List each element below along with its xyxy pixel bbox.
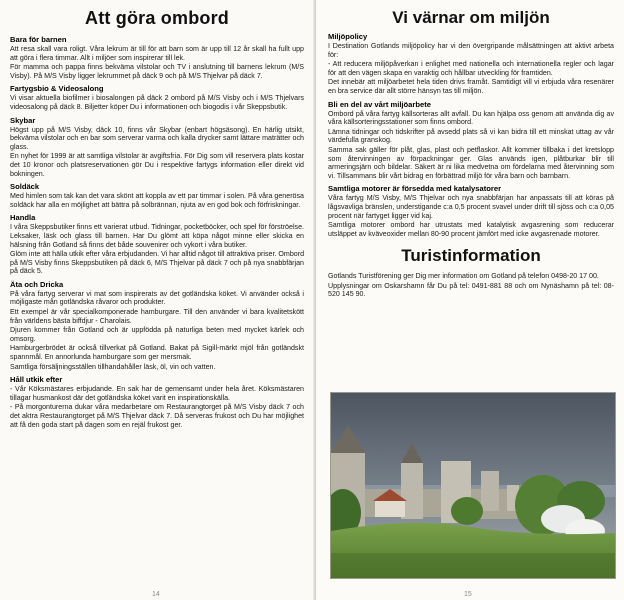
paragraph: Våra fartyg M/S Visby, M/S Thjelvar och nya snabbfärjan har anpassats till att köras på lågsvavliga bränslen, understigande c:a 0,5 procent svavel under drift till sjöss och c:a 0,05 procent när fartyget ligger vid kaj. bbox=[328, 194, 614, 220]
paragraph: Hamburgerbrödet är också tillverkat på Gotland. Bakat på Sigill-märkt mjöl från gotländskt spannmål. En annorlunda hamburgare som ger mersmak. bbox=[10, 344, 304, 362]
paragraph: Med himlen som tak kan det vara skönt att koppla av ett par timmar i solen. På våra generösa soldäck har alla en möjlighet att bättra på solbrännan, njuta av en god bok och förfriskningar. bbox=[10, 192, 304, 209]
section-heading: Skybar bbox=[10, 115, 36, 125]
paragraph: Vi visar aktuella biofilmer i biosalongen på däck 2 ombord på M/S Visby och i M/S Thjelvars videosalong på däck 8. Biljetter köper Du i informationen och biogodis i vår Skeppsbutik. bbox=[10, 94, 304, 111]
section-heading: Bli en del av vårt miljöarbete bbox=[328, 99, 431, 109]
paragraph: Det innebär att miljöarbetet hela tiden drivs framåt. Samtidigt vill vi erbjuda våra resenärer en bra service där allt större hänsyn tas till miljön. bbox=[328, 78, 614, 95]
paragraph: Högst upp på M/S Visby, däck 10, finns vår Skybar (enbart högsäsong). En härlig utsikt, bekväma vilstolar och en bar som serverar varma och kalla drycker samt lättare maträtter och glass. bbox=[10, 125, 304, 151]
section-heading: Handla bbox=[10, 213, 36, 223]
paragraph: Upplysningar om Oskarshamn får Du på tel: 0491-881 88 och om Nynäshamn på tel: 08-520 145 90. bbox=[328, 281, 614, 299]
paragraph: Ombord på våra fartyg källsorteras allt avfall. Du kan hjälpa oss genom att använda dig av våra källsorteringsstationer som finns ombord. bbox=[328, 109, 614, 127]
paragraph: Samtliga försäljningsställen tillhandahåller läsk, öl, vin och vatten. bbox=[10, 362, 216, 371]
paragraph: Samma sak gäller för plåt, glas, plast och petflaskor. Allt kommer tillbaka i det kretslopp som återvinningen av förpackningar ger. Glas används igen, plåtburkar blir till armeringsjärn och bildelar. Säkert är ni lika medvetna om fördelarna med återvinning som vi. Tillsammans blir vårt bidrag en förbättrad miljö för våra barn och barnbarn. bbox=[328, 145, 614, 180]
paragraph: I våra Skeppsbutiker finns ett varierat utbud. Tidningar, pocketböcker, och spel för förströelse. Leksaker, läsk och glass till barnen. Har Du glömt att köpa något minne eller skicka en hälsning från Gotland så finns det både souvenirer och vykort i våra butiker. bbox=[10, 223, 304, 249]
paragraph: Samtliga motorer ombord har utrustats med katalytisk avgasrening som reducerar utsläppet av kväveoxider mellan 80-90 procent jämfört med icke avgasrenade motorer. bbox=[328, 221, 614, 238]
left-page-title: Att göra ombord bbox=[85, 8, 229, 28]
paragraph: - På morgonturerna dukar våra medarbetare om Restaurangtorget på M/S Visby däck 7 och det aktra Restaurangtorget på M/S Thjelvar däck 7. Då serveras frukost och Du har möjlighet att få den goda start på dagen som en rejäl frukost ger. bbox=[10, 403, 304, 429]
paragraph: - Att reducera miljöpåverkan i enlighet med nationella och internationella regler och lagar för att den vägen skapa en varaktig och hållbar utveckling för framtiden. bbox=[328, 60, 614, 77]
section-heading: Äta och Dricka bbox=[10, 279, 64, 289]
section-heading: Bara för barnen bbox=[10, 35, 67, 44]
paragraph: Djuren kommer från Gotland och är uppfödda på naturliga beten med mycket kärlek och omsorg. bbox=[10, 326, 304, 343]
paragraph: På våra fartyg serverar vi mat som inspirerats av det gotländska köket. Vi använder också i möjligaste mån gotländska råvaror och produkter. bbox=[10, 289, 304, 307]
paragraph: Gotlands Turistförening ger Dig mer information om Gotland på telefon 0498-20 17 00. bbox=[328, 272, 599, 281]
paragraph: En nyhet för 1999 är att samtliga vilstolar är avgiftsfria. För Dig som vill reservera plats kostar det 10 kronor och platsreservationen gör Du i respektive fartygs information eller direkt vid bokningen. bbox=[10, 152, 304, 178]
right-page bbox=[316, 0, 624, 600]
page-number: 14 bbox=[152, 591, 160, 598]
section-heading: Miljöpolicy bbox=[328, 32, 368, 41]
section-heading: Håll utkik efter bbox=[10, 375, 63, 385]
page-number: 15 bbox=[464, 591, 472, 598]
gotland-city-wall-photo bbox=[330, 392, 616, 579]
right-page-title: Vi värnar om miljön bbox=[392, 8, 550, 27]
paragraph: I Destination Gotlands miljöpolicy har vi den övergripande målsättningen att aktivt arbeta för: bbox=[328, 42, 614, 59]
turist-title: Turistinformation bbox=[401, 246, 541, 266]
section-heading: Fartygsbio & Videosalong bbox=[10, 84, 104, 94]
paragraph: Lämna tidningar och tidskrifter på avsedd plats så vi kan bidra till ett minskat uttag av vår värdefulla granskog. bbox=[328, 127, 614, 145]
paragraph: Att resa skall vara roligt. Våra lekrum är till för att barn som är upp till 12 år skall ha fullt upp att göra i flera timmar. Allt i miljöer som inspirerar till lek. bbox=[10, 45, 304, 62]
paragraph: - Vår Köksmästares erbjudande. En sak har de gemensamt under hela året. Köksmästaren tillagar husmankost där det gotländska köket varit en inspirationskälla. bbox=[10, 385, 304, 402]
section-heading: Samtliga motorer är försedda med katalysatorer bbox=[328, 184, 502, 194]
paragraph: Glöm inte att hälla utkik efter våra erbjudanden. Vi har alltid något till attraktiva priser. Ombord på M/S Visby finns Skeppsbutiken på däck 6, M/S Thjelvar på däck 7 och på nya snabbfärjan på däck 5. bbox=[10, 250, 305, 276]
paragraph: För mamma och pappa finns bekväma vilstolar och TV i anslutning till barnens lekrum (M/S Visby). På M/S Visby ligger lekrummet på däck 9 och på M/S Thjelvar på däck 7. bbox=[10, 63, 304, 80]
paragraph: Ett exempel är vår specialkomponerade hamburgare. Till den använder vi bara kvalitetskött från världens bästa biffdjur - Charolais. bbox=[10, 308, 304, 325]
section-heading: Soldäck bbox=[10, 182, 40, 192]
